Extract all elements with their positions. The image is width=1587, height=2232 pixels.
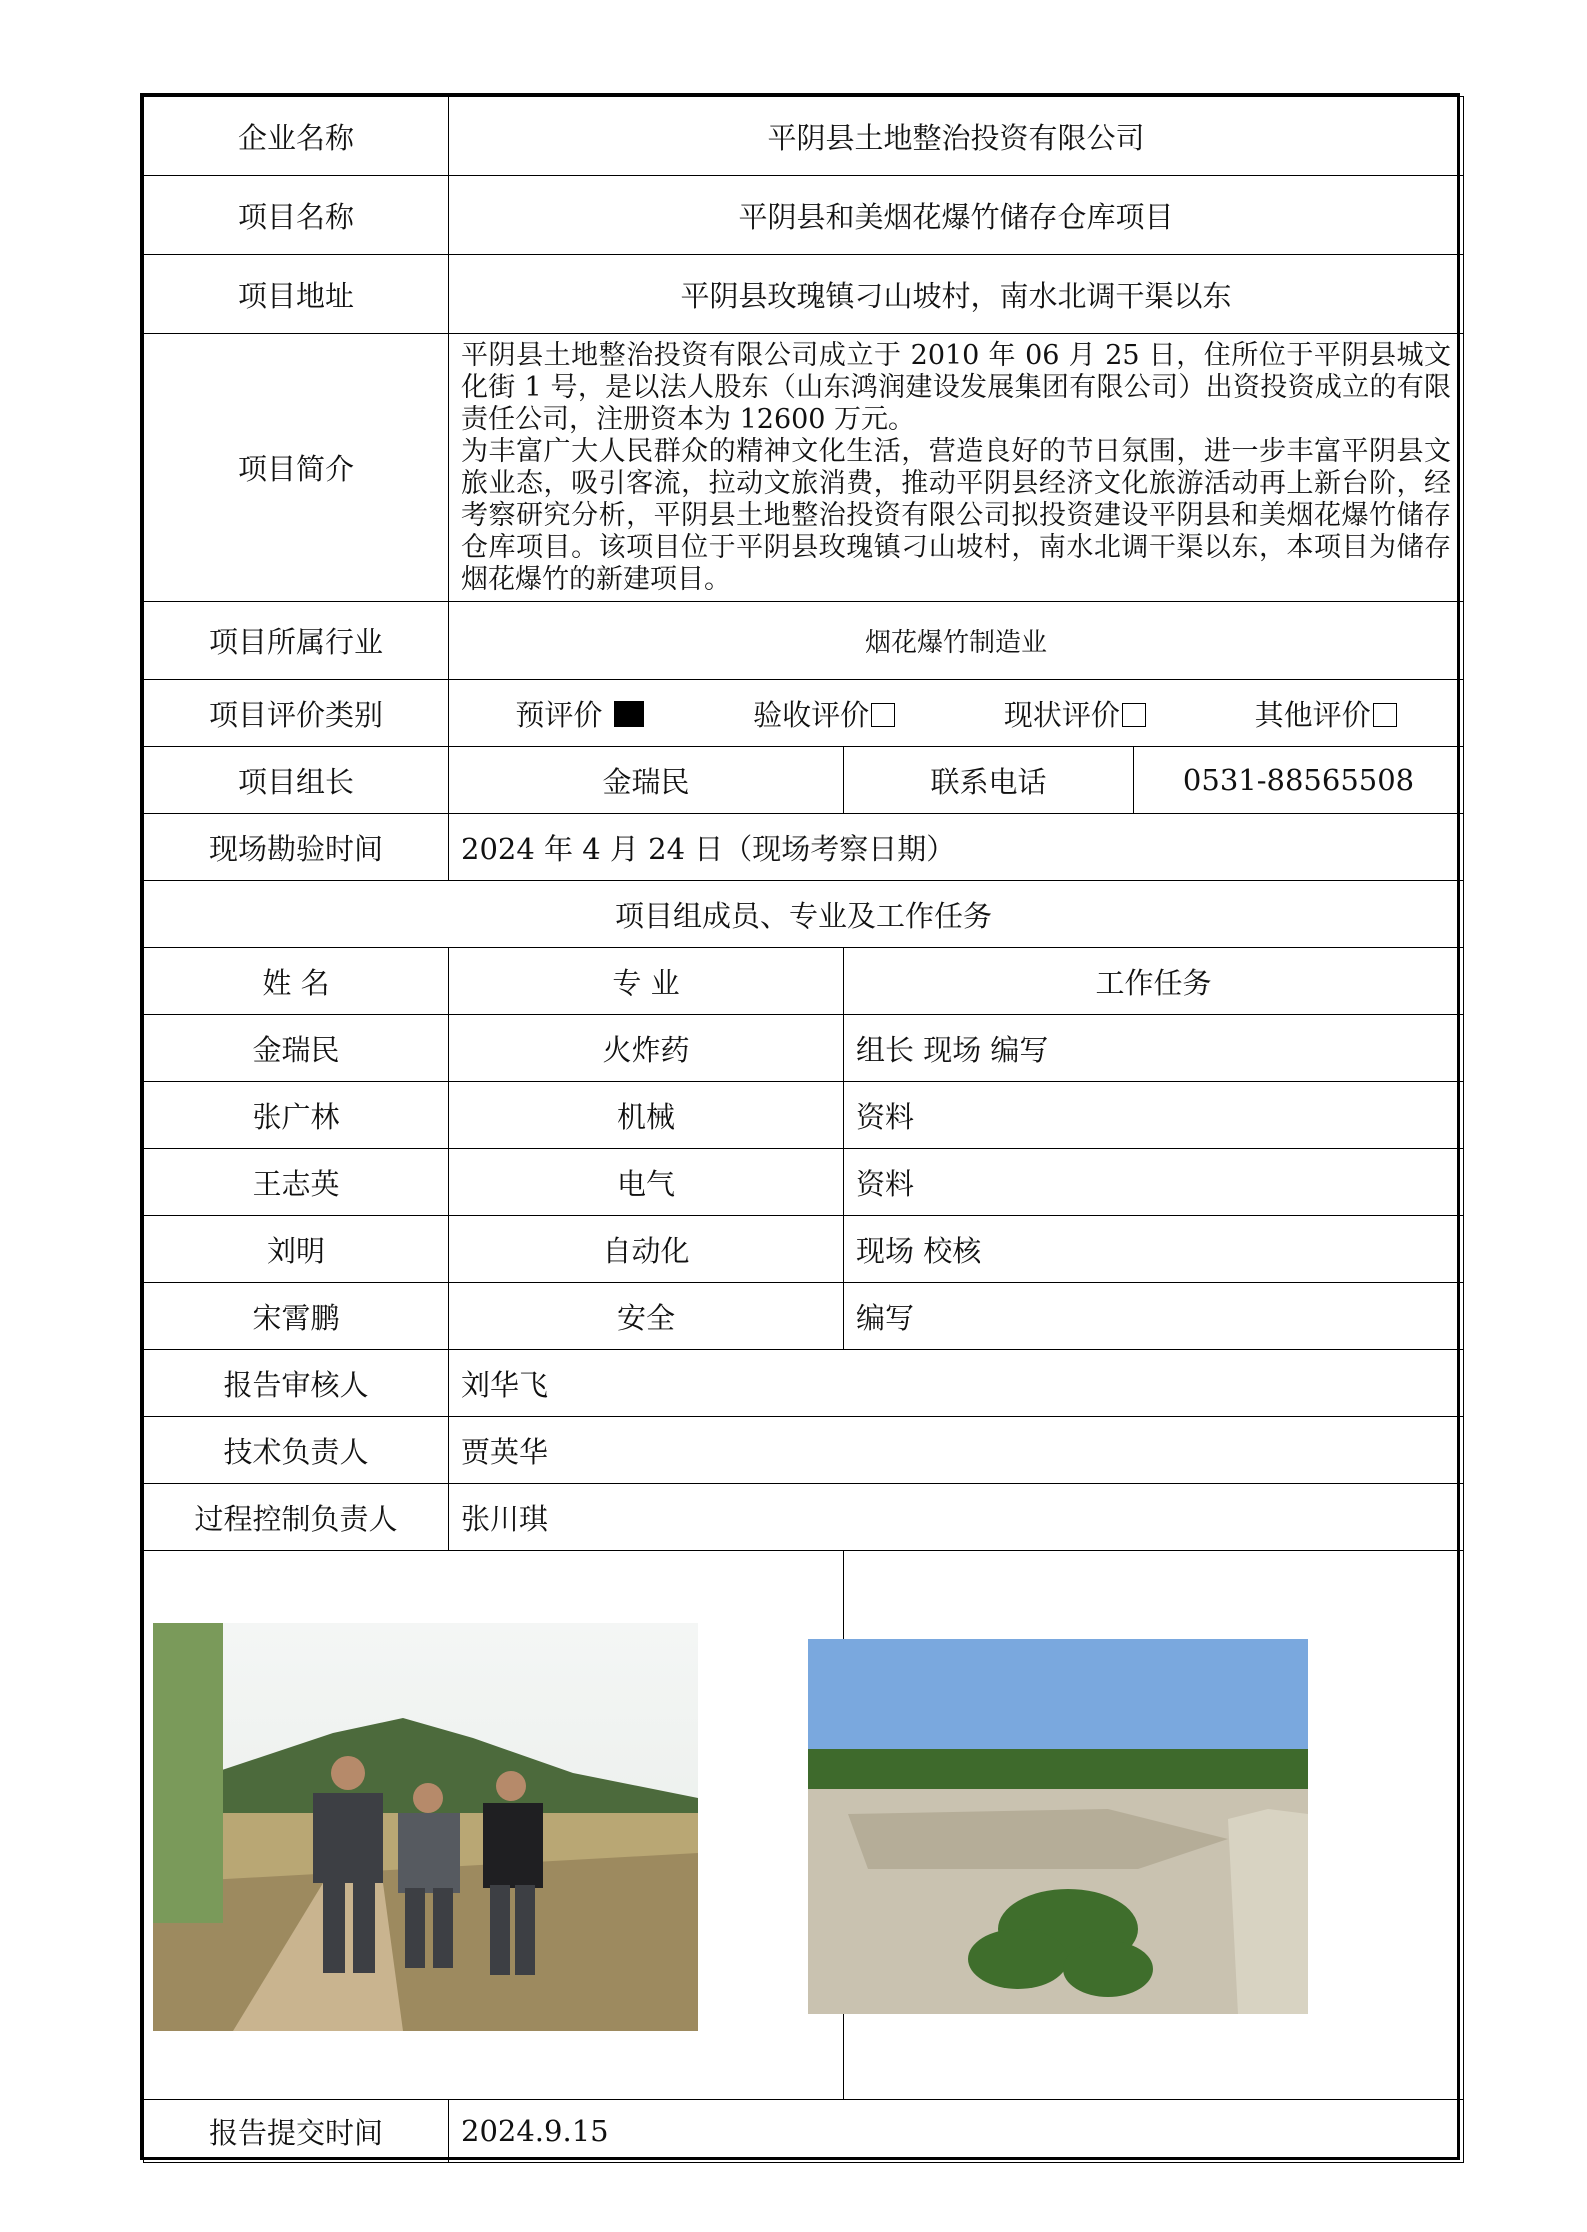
tech-lead-value: 贾英华 [449,1417,1464,1484]
intro-paragraph-1: 平阴县土地整治投资有限公司成立于 2010 年 06 月 25 日，住所位于平阴县城文化街 1 号，是以法人股东（山东鸿润建设发展集团有限公司）出资投资成立的有限责任公司，注册资本为 12600 万元。 [461,339,1452,435]
member-major: 机械 [449,1082,844,1149]
member-task: 现场 校核 [844,1216,1464,1283]
member-name: 张广林 [144,1082,449,1149]
member-task: 组长 现场 编写 [844,1015,1464,1082]
project-name-label: 项目名称 [144,176,449,255]
submit-value: 2024.9.15 [449,2100,1464,2163]
member-major: 安全 [449,1283,844,1350]
company-label: 企业名称 [144,97,449,176]
table-row [144,1015,1464,1082]
member-name: 刘明 [144,1216,449,1283]
member-major: 电气 [449,1149,844,1216]
checked-box-icon [614,701,644,727]
project-name-value: 平阴县和美烟花爆竹储存仓库项目 [449,176,1464,255]
reviewer-label: 报告审核人 [144,1350,449,1417]
report-form [140,93,1460,2160]
site-ground-photo [808,1639,1308,2014]
member-name: 金瑞民 [144,1015,449,1082]
site-team-photo [153,1623,698,2031]
table-row [144,1082,1464,1149]
member-name: 王志英 [144,1149,449,1216]
unchecked-box-icon [871,703,895,727]
member-task: 编写 [844,1283,1464,1350]
phone-label: 联系电话 [844,747,1134,814]
unchecked-box-icon [1373,703,1397,727]
eval-option-acceptance[interactable]: 验收评价 [753,693,895,734]
team-header-task: 工作任务 [844,948,1464,1015]
table-row [144,1216,1464,1283]
company-value: 平阴县土地整治投资有限公司 [449,97,1464,176]
leader-value: 金瑞民 [449,747,844,814]
table-row [144,1283,1464,1350]
project-intro-text [449,334,1464,602]
tech-lead-label: 技术负责人 [144,1417,449,1484]
site-visit-label: 现场勘验时间 [144,814,449,881]
team-header-name: 姓 名 [144,948,449,1015]
unchecked-box-icon [1122,703,1146,727]
eval-option-other[interactable]: 其他评价 [1255,693,1397,734]
project-address-value: 平阴县玫瑰镇刁山坡村，南水北调干渠以东 [449,255,1464,334]
phone-value: 0531-88565508 [1134,747,1464,814]
intro-paragraph-2: 为丰富广大人民群众的精神文化生活，营造良好的节日氛围，进一步丰富平阴县文旅业态，吸引客流，拉动文旅消费，推动平阴县经济文化旅游活动再上新台阶，经考察研究分析，平阴县土地整治投资有限公司拟投资建设平阴县和美烟花爆竹储存仓库项目。该项目位于平阴县玫瑰镇刁山坡村，南水北调干渠以东，本项目为储存烟花爆竹的新建项目。 [461,435,1452,595]
eval-type-options [449,680,1464,747]
leader-label: 项目组长 [144,747,449,814]
member-task: 资料 [844,1082,1464,1149]
eval-option-pre[interactable]: 预评价 [515,693,644,734]
team-title: 项目组成员、专业及工作任务 [144,881,1464,948]
team-header-major: 专 业 [449,948,844,1015]
project-address-label: 项目地址 [144,255,449,334]
member-name: 宋霄鹏 [144,1283,449,1350]
table-row [144,1149,1464,1216]
process-lead-label: 过程控制负责人 [144,1484,449,1551]
submit-label: 报告提交时间 [144,2100,449,2163]
site-visit-value: 2024 年 4 月 24 日（现场考察日期） [449,814,1464,881]
industry-label: 项目所属行业 [144,602,449,680]
eval-type-label: 项目评价类别 [144,680,449,747]
project-intro-label: 项目简介 [144,334,449,602]
member-major: 火炸药 [449,1015,844,1082]
industry-value: 烟花爆竹制造业 [449,602,1464,680]
member-major: 自动化 [449,1216,844,1283]
eval-option-status[interactable]: 现状评价 [1004,693,1146,734]
member-task: 资料 [844,1149,1464,1216]
process-lead-value: 张川琪 [449,1484,1464,1551]
reviewer-value: 刘华飞 [449,1350,1464,1417]
